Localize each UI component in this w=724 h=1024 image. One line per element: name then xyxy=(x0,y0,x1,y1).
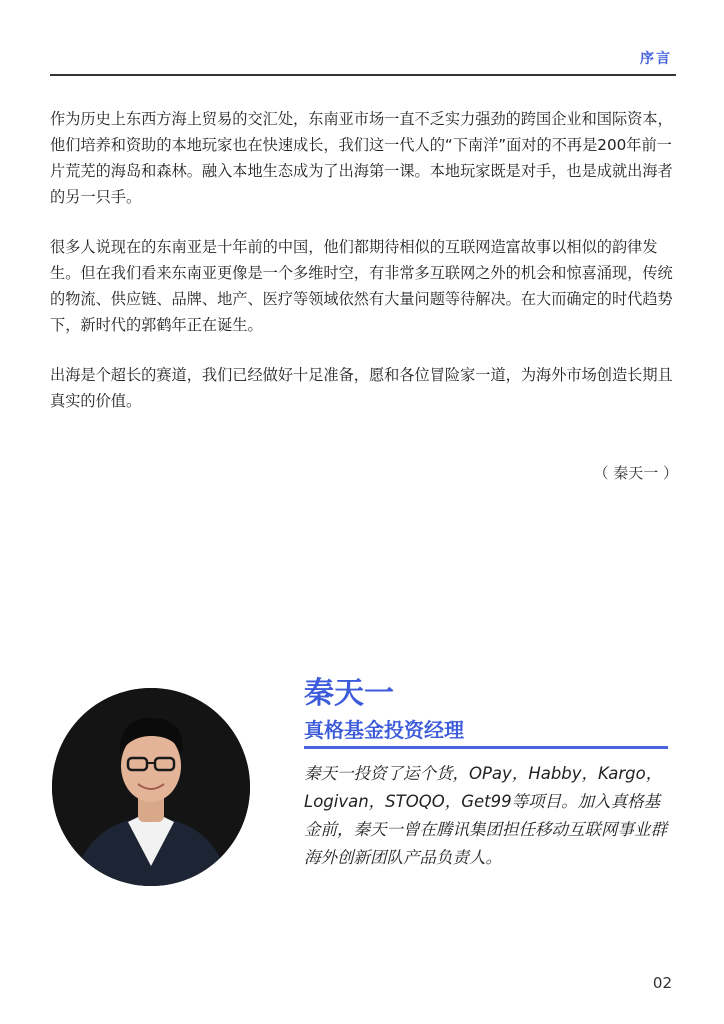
header-divider xyxy=(50,74,676,76)
paragraph: 作为历史上东西方海上贸易的交汇处，东南亚市场一直不乏实力强劲的跨国企业和国际资本，他们培养和资助的本地玩家也在快速成长，我们这一代人的“下南洋”面对的不再是200年前一片荒芜的海岛和森林。融入本地生态成为了出海第一课。本地玩家既是对手，也是成就出海者的另一只手。 xyxy=(50,110,673,206)
author-portrait xyxy=(52,688,250,886)
profile-name: 秦天一 xyxy=(304,676,394,711)
paragraph: 出海是个超长的赛道，我们已经做好十足准备，愿和各位冒险家一道，为海外市场创造长期且真实的价值。 xyxy=(50,366,673,410)
role-divider xyxy=(304,746,668,749)
profile-role: 真格基金投资经理 xyxy=(304,718,464,742)
signature: （ 秦天一 ） xyxy=(593,464,678,482)
paragraph: 很多人说现在的东南亚是十年前的中国，他们都期待相似的互联网造富故事以相似的韵律发生。但在我们看来东南亚更像是一个多维时空，有非常多互联网之外的机会和惊喜涌现，传统的物流、供应链、品牌、地产、医疗等领域依然有大量问题等待解决。在大而确定的时代趋势下，新时代的郭鹤年正在诞生。 xyxy=(50,238,673,334)
preface-body xyxy=(50,106,676,438)
page-number: 02 xyxy=(652,974,672,992)
section-label: 序言 xyxy=(640,51,672,67)
portrait-illustration xyxy=(52,688,250,886)
profile-bio: 秦天一投资了运个货，OPay，Habby，Kargo，Logivan，STOQO，Get99等项目。加入真格基金前，秦天一曾在腾讯集团担任移动互联网事业群海外创新团队产品负责人。 xyxy=(304,764,667,867)
